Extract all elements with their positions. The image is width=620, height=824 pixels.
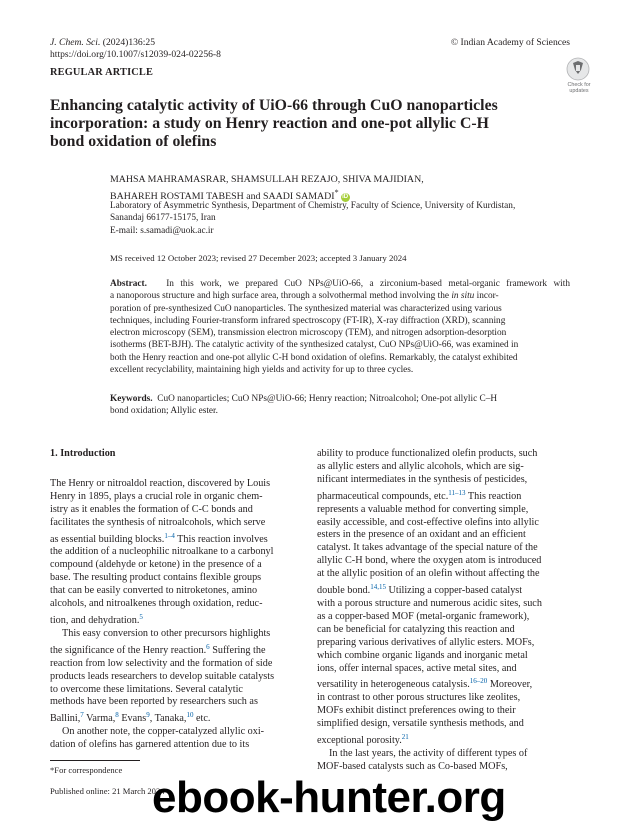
body-line: methods have been reported by researchers such as <box>50 696 258 708</box>
citation-link[interactable]: 1–4 <box>164 531 175 540</box>
citation-link[interactable]: 5 <box>139 612 143 621</box>
body-line: as allylic esters and allylic alcohols, which are sig- <box>317 460 524 472</box>
title-line: bond oxidation of olefins <box>50 133 217 150</box>
body-line: represents a valuable method for converting simple, <box>317 503 529 515</box>
body-text: Utilizing a copper-based catalyst <box>385 585 523 597</box>
affiliation-line: Laboratory of Asymmetric Synthesis, Department of Chemistry, Faculty of Science, University of Kurdistan, <box>110 201 516 211</box>
citation-link[interactable]: 10 <box>186 711 194 720</box>
body-line: products leads researchers to develop suitable catalysts <box>50 670 275 682</box>
body-line: reaction from low selectivity and the formation of side <box>50 657 273 669</box>
citation-link[interactable]: 8 <box>115 711 119 720</box>
citation-link[interactable]: 16–20 <box>469 677 488 686</box>
body-line: esters in the presence of an oxidant and an efficient <box>317 529 526 541</box>
corresponding-mark: * <box>334 188 339 197</box>
body-text: Varma, <box>83 713 116 725</box>
body-line: This easy conversion to other precursors highlights <box>62 627 271 639</box>
badge-text-2: updates <box>569 88 589 94</box>
abstract-text: incor- <box>476 291 499 302</box>
keywords <box>110 393 570 418</box>
body-text: Evans <box>118 713 147 725</box>
title-line: incorporation: a study on Henry reaction and one-pot allylic C-H <box>50 115 489 132</box>
body-text: , Tanaka, <box>149 713 187 725</box>
body-text: This reaction involves <box>174 533 268 545</box>
body-line: facilitates the synthesis of nitroalcohols, which serve <box>50 516 266 528</box>
body-line: at the allylic position of an olefin without affecting the <box>317 568 540 580</box>
abstract-text: electron microscopy (SEM), transmission electron microscopy (TEM), and nitrogen adsorption-desorption <box>110 328 507 339</box>
body-text: the significance of the Henry reaction. <box>50 644 207 656</box>
check-for-updates-badge[interactable] <box>561 57 597 93</box>
body-line: that can be easily converted to nitroketones, amino <box>50 585 258 597</box>
watermark-text: ebook-hunter.org <box>152 773 506 822</box>
body-line: MOF-based catalysts such as Co-based MOFs, <box>317 760 508 772</box>
orcid-icon[interactable]: iD <box>342 194 349 200</box>
body-line: alcohols, and nitroalkenes through oxidation, reduc- <box>50 598 263 610</box>
body-line: dation of olefins has garnered attention due to its <box>50 739 250 751</box>
body-line: compound (aldehyde or ketone) in the presence of a <box>50 559 262 571</box>
body-line: as a copper-based MOF (metal-organic framework), <box>317 610 530 622</box>
body-line: ability to produce functionalized olefin products, such <box>317 448 538 459</box>
body-text: tion, and dehydration. <box>50 614 140 626</box>
body-line: in contrast to other porous structures like zeolites, <box>317 692 521 704</box>
citation-link[interactable]: 6 <box>206 642 210 651</box>
abstract-text: excellent recyclability, maintaining high yields and activity for up to three cycles. <box>110 365 414 376</box>
article-title <box>50 97 570 151</box>
published-date: Published online: 21 March 2024 <box>50 786 165 796</box>
publisher-name: © Indian Academy of Sciences <box>450 37 570 48</box>
check-updates-icon <box>566 57 590 81</box>
body-line: MOFs exhibit distinct preferences owing to their <box>317 705 516 717</box>
abstract-label: Abstract. <box>110 279 147 289</box>
footnote: *For correspondence <box>50 765 123 775</box>
body-text: etc. <box>193 713 211 725</box>
body-text: exceptional porosity. <box>317 735 402 747</box>
body-line: which combine organic ligands and inorganic metal <box>317 649 528 661</box>
body-line: istry as it enables the formation of C-C bonds and <box>50 503 253 515</box>
body-line: can be beneficial for catalyzing this reaction and <box>317 623 515 635</box>
abstract-text: a nanoporous structure and high surface area, through a solvothermal method involving the <box>110 291 449 302</box>
left-column <box>50 448 303 752</box>
body-text: versatility in heterogeneous catalysis. <box>317 679 470 691</box>
body-line: On another note, the copper-catalyzed allylic oxi- <box>62 726 265 738</box>
body-line: In the last years, the activity of different types of <box>329 747 528 759</box>
body-text: Ballini, <box>50 713 81 725</box>
body-text: double bond. <box>317 585 371 597</box>
doi-link[interactable]: https://doi.org/10.1007/s12039-024-02256-8 <box>50 49 221 60</box>
abstract <box>110 278 570 376</box>
body-text: Suffering the <box>209 644 266 656</box>
body-line: base. The resulting product contains flexible groups <box>50 572 262 584</box>
body-line: The Henry or nitroaldol reaction, discovered by Louis <box>50 477 271 489</box>
footnote-divider <box>50 760 140 761</box>
body-text: This reaction <box>465 490 522 502</box>
authors-line-2: BAHAREH ROSTAMI TABESH and SAADI SAMADI <box>110 191 335 202</box>
abstract-text: isotherms (BET-BJH). The catalytic activity of the synthesized catalyst, CuO NPs@UiO-66, was examined in <box>110 340 519 351</box>
keywords-text: CuO nanoparticles; CuO NPs@UiO-66; Henry reaction; Nitroalcohol; One-pot allylic C–H <box>157 394 498 404</box>
journal-name: J. Chem. Sci. <box>50 37 101 48</box>
citation-link[interactable]: 11–13 <box>448 488 466 497</box>
body-line: preparing various derivatives of allylic esters. MOFs, <box>317 636 535 648</box>
body-line: easily accessible, and cost-effective olefins into allylic <box>317 516 539 528</box>
body-text: as essential building blocks. <box>50 533 165 545</box>
keywords-label: Keywords. <box>110 394 153 404</box>
citation-link[interactable]: 9 <box>146 711 150 720</box>
abstract-text: In this work, we prepared CuO NPs@UiO-66, a zirconium-based metal-organic framework with <box>166 279 570 289</box>
body-line: catalyst. It takes advantage of the special nature of the <box>317 542 538 554</box>
body-line: the addition of a nucleophilic nitroalkane to a carbonyl <box>50 546 274 558</box>
badge-text-1: Check for <box>567 82 591 88</box>
title-line: Enhancing catalytic activity of UiO-66 through CuO nanoparticles <box>50 97 498 114</box>
citation-link[interactable]: 7 <box>80 711 84 720</box>
affiliation <box>110 200 570 237</box>
email[interactable]: E-mail: s.samadi@uok.ac.ir <box>110 225 214 236</box>
body-line: nificant intermediates in the synthesis of pesticides, <box>317 473 528 485</box>
manuscript-dates: MS received 12 October 2023; revised 27 December 2023; accepted 3 January 2024 <box>110 253 407 263</box>
abstract-text: poration of pre-synthesized CuO nanoparticles. The synthesized material was characterized using various <box>110 303 502 314</box>
body-line: ions, offer internal spaces, active metal sites, and <box>317 662 517 674</box>
body-line: to overcome these limitations. Several catalytic <box>50 683 243 695</box>
body-line: allylic C-H bond, where the oxygen atom is introduced <box>317 555 542 567</box>
journal-header <box>50 37 221 61</box>
authors-line-1: MAHSA MAHRAMASRAR, SHAMSULLAH REZAJO, SHIVA MAJIDIAN, <box>110 174 424 185</box>
right-column <box>317 448 570 774</box>
body-text: Moreover, <box>487 679 533 691</box>
citation-link[interactable]: 21 <box>401 733 409 742</box>
abstract-text: both the Henry reaction and one-pot allylic C-H bond oxidation of olefins. Remarkably, the catalyst exhibited <box>110 352 518 363</box>
keywords-text: bond oxidation; Allylic ester. <box>110 406 218 417</box>
body-line: simplified design, versatile synthesis methods, and <box>317 718 524 730</box>
journal-volume: (2024)136:25 <box>102 37 155 48</box>
section-heading: 1. Introduction <box>50 448 116 459</box>
author-list <box>110 173 570 203</box>
body-line: Henry in 1895, plays a crucial role in organic chem- <box>50 490 263 502</box>
body-text: pharmaceutical compounds, etc. <box>317 490 449 502</box>
abstract-italic: in situ <box>451 291 475 302</box>
body-line: with a porous structure and numerous acidic sites, such <box>317 597 542 609</box>
abstract-text: techniques, including Fourier-transform infrared spectroscopy (FT-IR), X-ray diffraction (XRD), scanning <box>110 315 506 326</box>
article-type: REGULAR ARTICLE <box>50 67 154 78</box>
citation-link[interactable]: 14,15 <box>370 583 386 592</box>
affiliation-line: Sanandaj 66177-15175, Iran <box>110 213 216 224</box>
